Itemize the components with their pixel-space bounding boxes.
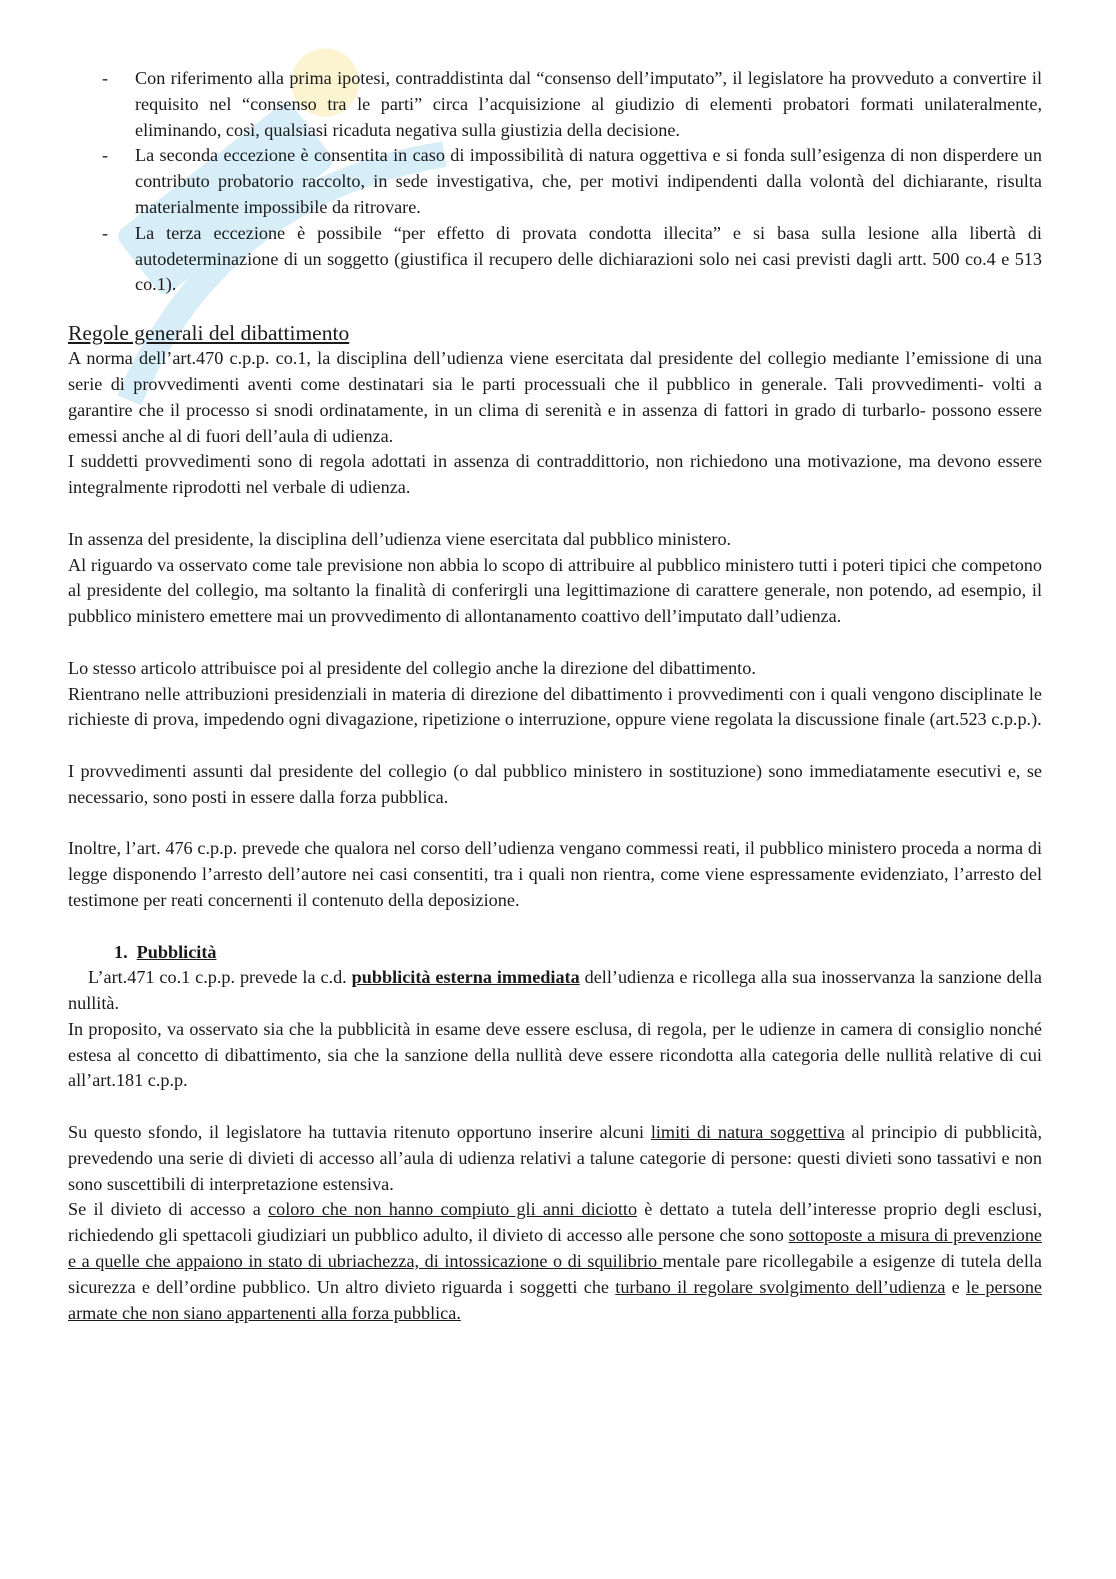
underlined-phrase: le persone armate che non siano appartenenti alla forza pubblica. — [68, 1276, 1042, 1323]
paragraph: Al riguardo va osservato come tale previsione non abbia lo scopo di attribuire al pubblico ministero tutti i poteri tipici che competono al presidente del collegio, ma soltanto la finalità di conferirgli una legittimazione di carattere generale, non potendo, ad esempio, il pubblico ministero emettere mai un provvedimento di allontanamento coattivo dell’imputato dall’udienza. — [68, 554, 1042, 627]
bullet-dash: - — [102, 68, 109, 88]
paragraph: Su questo sfondo, il legislatore ha tuttavia ritenuto opportuno inserire alcuni limiti di natura soggettiva al principio di pubblicità, prevedendo una serie di divieti di accesso all’aula di udienza relativi a talune categorie di persone: questi divieti sono tassativi e non sono suscettibili di interpretazione estensiva. — [68, 1122, 1042, 1194]
paragraph: I suddetti provvedimenti sono di regola adottati in assenza di contraddittorio, non richiedono una motivazione, ma devono essere integralmente riprodotti nel verbale di udienza. — [68, 451, 1042, 498]
list-item-text: Con riferimento alla prima ipotesi, contraddistinta dal “consenso dell’imputato”, il legislatore ha provveduto a convertire il requisito nel “consenso tra le parti” circa l’acquisizione al giudizio di elementi probatori formati unilateralmente, eliminando, così, qualsiasi ricaduta negativa sulla giustizia della decisione. — [135, 68, 1042, 140]
paragraph: Rientrano nelle attribuzioni presidenziali in materia di direzione del dibattimento i provvedimenti con i quali vengono disciplinate le richieste di prova, impedendo ogni divagazione, ripetizione o interruzione, oppure viene regolata la discussione finale (art.523 c.p.p.). — [68, 683, 1042, 730]
subsection-number: 1. — [114, 941, 128, 962]
underlined-phrase: turbano il regolare svolgimento dell’udienza — [615, 1276, 946, 1297]
paragraph: Lo stesso articolo attribuisce poi al presidente del collegio anche la direzione del dibattimento. — [68, 657, 756, 678]
paragraph: A norma dell’art.470 c.p.p. co.1, la disciplina dell’udienza viene esercitata dal presidente del collegio mediante l’emissione di una serie di provvedimenti aventi come destinatari sia le parti processuali che il pubblico in generale. Tali provvedimenti- volti a garantire che il processo si snodi ordinatamente, in un clima di serenità e in assenza di fattori in grado di turbarlo- possono essere emessi anche al di fuori dell’aula di udienza. — [68, 348, 1042, 446]
underlined-phrase: limiti di natura soggettiva — [650, 1122, 845, 1143]
paragraph: I provvedimenti assunti dal presidente del collegio (o dal pubblico ministero in sostituzione) sono immediatamente esecutivi e, se necessario, sono posti in essere dalla forza pubblica. — [68, 760, 1042, 807]
list-item-text: La terza eccezione è possibile “per effetto di provata condotta illecita” e si basa sulla lesione alla libertà di autodeterminazione di un soggetto (giustifica il recupero delle dichiarazioni solo nei casi previsti dagli artt. 500 co.4 e 513 co.1). — [135, 222, 1042, 295]
section-title: Regole generali del dibattimento — [68, 321, 350, 346]
subsection-heading — [68, 940, 1042, 966]
list-item — [68, 66, 1042, 143]
list-item-text: La seconda eccezione è consentita in caso di impossibilità di natura oggettiva e si fonda sull’esigenza di non disperdere un contributo probatorio raccolto, in sede investigativa, che, per motivi indipendenti dalla volontà del dichiarante, risulta materialmente impossibile da ritrovare. — [135, 145, 1042, 217]
paragraph: Se il divieto di accesso a coloro che non hanno compiuto gli anni diciotto è dettato a tutela dell’interesse proprio degli esclusi, richiedendo gli spettacoli giudiziari un pubblico adulto, il divieto di accesso alle persone che sono sottoposte a misura di prevenzione e a quelle che appaiono in stato di ubriachezza, di intossicazione o di squilibrio mentale pare ricollegabile a esigenze di tutela della sicurezza e dell’ordine pubblico. Un altro divieto riguarda i soggetti che turbano il regolare svolgimento dell’udienza e le persone armate che non siano appartenenti alla forza pubblica. — [68, 1199, 1043, 1323]
paragraph: In proposito, va osservato sia che la pubblicità in esame deve essere esclusa, di regola, per le udienze in camera di consiglio nonché estesa al concetto di dibattimento, sia che la sanzione della nullità deve essere ricondotta alla categoria delle nullità relative di cui all’art.181 c.p.p. — [68, 1018, 1042, 1091]
bullet-dash: - — [102, 145, 109, 166]
bullet-dash: - — [102, 222, 109, 243]
paragraph: Inoltre, l’art. 476 c.p.p. prevede che qualora nel corso dell’udienza vengano commessi reati, il pubblico ministero proceda a norma di legge disponendo l’arresto dell’autore nei casi consentiti, tra i quali non rientra, come viene espressamente evidenziato, l’arresto del testimone per reati concernenti il contenuto della deposizione. — [68, 838, 1042, 910]
paragraph: L’art.471 co.1 c.p.p. prevede la c.d. pubblicità esterna immediata dell’udienza e ricollega alla sua inosservanza la sanzione della nullità. — [68, 967, 1043, 1014]
underlined-phrase: sottoposte a misura di prevenzione e a quelle che appaiono in stato di ubriachezza, di intossicazione o di squilibrio — [68, 1225, 1042, 1272]
list-item — [68, 143, 1042, 220]
paragraph: In assenza del presidente, la disciplina dell’udienza viene esercitata dal pubblico ministero. — [68, 528, 732, 549]
list-item — [68, 221, 1042, 298]
key-term: pubblicità esterna immediata — [351, 967, 580, 988]
exceptions-list — [68, 66, 1042, 298]
document-page — [68, 66, 1042, 1326]
subsection-title: Pubblicità — [136, 941, 217, 962]
underlined-phrase: coloro che non hanno compiuto gli anni diciotto — [268, 1199, 638, 1220]
